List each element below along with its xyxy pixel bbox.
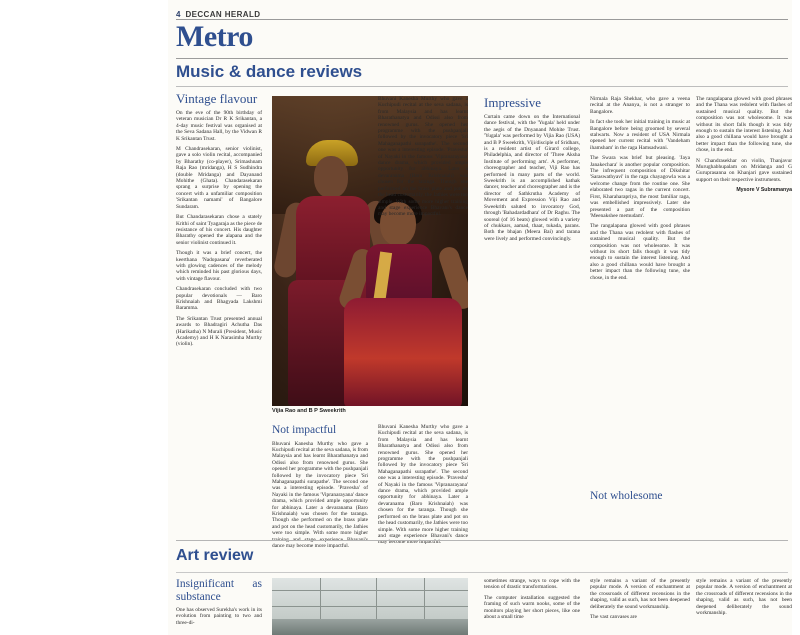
paragraph: The rangalapana glowed with good phrases and the Thana was redolent with flashes of sustained musical quality. But the composition was not wholesome. It was without its short falls though it was tidy enough to sustain the interest listening. And also a good chillana would have brought a better impact than the following tune, she chose, in the end.: [696, 96, 792, 154]
page-number: 4: [176, 10, 181, 19]
section-heading-music-dance: Music & dance reviews: [176, 62, 363, 81]
paragraph: The vast canvases are: [590, 614, 637, 621]
metro-divider: [176, 58, 788, 59]
paragraph: In fact she took her initial training in music at Bangalore before being groomed by several stalwarts. Now a resident of USA Nirmala opened her current recital with 'Vandeham ihamsham' in the raga Hamsadwani.: [590, 119, 690, 151]
scan-margin-right: [792, 0, 800, 635]
headline-not-impactful: Not impactful: [272, 424, 337, 436]
section-heading-art-review: Art review: [176, 547, 254, 564]
article-vintage-flavour: [176, 92, 262, 352]
headline-impressive: Impressive: [484, 95, 542, 110]
dancer-head: [314, 156, 348, 198]
article-impressive: [484, 96, 580, 246]
art-installation-photo: [272, 578, 468, 635]
paragraph: sometimes strange, ways to cope with the tension of drastic transformations.: [484, 578, 580, 591]
paragraph: The Srikantan Trust presented annual awards to Bhadragiri Achutha Das (Harikatha) N Murali (President, Music Academy) and H K Narasimha Murthy (violin).: [176, 315, 262, 348]
scan-margin-left: [0, 0, 168, 635]
article-not-wholesome: [590, 96, 690, 285]
headline-vintage-flavour: Vintage flavour: [176, 91, 258, 106]
photo-caption: Vijia Rao and B P Sweekrith: [272, 408, 346, 414]
paragraph: style remains a variant of the presently popular mode. A version of enchantment at the crossroads of different recensions in the shaping, valid as such, has not been deepened deliberately the sound workmanship.: [696, 578, 792, 617]
paragraph: M Chandrasekaran, senior violinist, gave a solo violin recital, accompanied by Bharathy (co-player), Srimashnam Raja Rao (mridanga), H S Sudhindra (double Mridanga) and Dayanand Mohithe (Ghata). Chandarasekaran sprang a surprise by opening the concert with a unfamiliar composition 'Srikantan namami' of Bangalore Sundaram.: [176, 146, 262, 210]
paragraph: Bhuvani Kanesha Murthy who gave a Kuchipudi recital at the seva sadana, is from Malaysia and has learnt Bharathanatya and Odissi also from renowned gurus. She opened her programme with the pushpanjali followed by the invocatory piece 'Sri Mahaganapathi surapathe'. The second one was a interesting episode. 'Pravesha' of Nayaki in the famous 'Vipranarayana' dance drama, which provided ample opportunity for abhinaya. Later a devaranama (Baro Krishnaiah) was chosen for the taranga. Though she performed on the brass plate and pot on the head customarily, the Jathies were too simple. With some more higher training and stage experience Bhavani's dance may become more impactful.: [378, 424, 468, 546]
headline-block-not-wholesome: [590, 490, 690, 507]
headline-insignificant: Insignificant as substance: [176, 578, 262, 603]
article-byline: Mysore V Subramanya: [736, 187, 792, 194]
dancer-costume-skirt: [344, 298, 462, 406]
paragraph: But Chandarasekaran chose a stately Krithi of saint Tyagaraja as the piece de resistance of his concert. His daughter Bharathy opened the alapana and the senior violinist continued it.: [176, 214, 262, 246]
masthead-rule: [176, 19, 788, 20]
section-metro-title: Metro: [176, 20, 253, 53]
paragraph: style remains a variant of the presently popular mode. A version of enchantment at the crossroads of different recensions in the shaping, valid as such, has not been deepened deliberately the sound workmanship.: [590, 578, 690, 610]
article-not-wholesome-continued: [696, 96, 792, 194]
paragraph: Bhuvani Kanesha Murthy who gave a Kuchipudi recital at the seva sadana, is from Malaysia and has learnt Bharathanatya and Odissi also from renowned gurus. She opened her programme with the pushpanjali followed by the invocatory piece 'Sri Mahaganapathi surapathe'. The second one was a interesting episode. 'Pravesha' of Nayaki in the famous 'Vipranarayana' dance drama, which provided ample opportunity for abhinaya. Later a devaranama (Baro Krishnaiah) was chosen for the taranga. Though she performed on the brass plate and pot on the head customarily, the Jathies were too simple. With some more higher training and stage experience Bhavani's dance may become more impactful.: [378, 96, 468, 218]
publication-name: DECCAN HERALD: [185, 10, 261, 19]
paragraph: Bhuvani Kanesha Murthy who gave a Kuchipudi recital at the seva sadana, is from Malaysia and has learnt Bharathanatya and Odissi also from renowned gurus. She opened her programme with the pushpanjali followed by the invocatory piece 'Sri Mahaganapathi surapathe'. The second one was a interesting episode. 'Pravesha' of Nayaki in the famous 'Vipranarayana' dance drama, which provided ample opportunity for abhinaya. Later a devaranama (Baro Krishnaiah) was chosen for the taranga. Though she performed on the brass plate and pot on the head customarily, the Jathies were too simple. With some more higher training and stage experience Bhavani's dance may become more impactful.: [272, 440, 368, 549]
article-not-impactful-continued: [378, 424, 468, 550]
paragraph: On the eve of the 90th birthday of veteran musician Dr R K Srikantan, a 4-day music festival was organised at the Seva Sadana Hall, by the Vidwan R K Srikantan Trust.: [176, 110, 262, 142]
article-not-impactful: [272, 424, 368, 553]
section-divider-2: [176, 572, 788, 573]
paragraph: The computer installation suggested the framing of such warm nooks, some of the monitors playing her short pieces, like one about a small time: [484, 594, 580, 621]
headline-not-wholesome: Not wholesome: [590, 490, 663, 502]
window-frame-horizontal: [272, 590, 468, 591]
female-dancer-figure: [346, 192, 462, 406]
masthead: [176, 8, 788, 22]
column-continuation-3: [378, 96, 468, 222]
section-divider-top-2: [176, 540, 788, 541]
paragraph: The rangalapana glowed with good phrases and the Thana was redolent with flashes of sustained musical quality. But the composition was not wholesome. It was without its short falls though it was tidy enough to sustain the interest listening. And also a good chillana would have brought a better impact than the following tune, she chose, in the end.: [590, 223, 690, 281]
section-divider-1: [176, 86, 788, 87]
article-insignificant-col4: [696, 578, 792, 620]
paragraph: The Swara was brief but pleasing. 'Jaya Janakechara' is another popular composition. The infrequent composition of Dikshitar 'Saraswathyavi' in the raga chayagowla was a welcome change from the routine one. She elaborated two ragas in the current concert. First, Kharaharapriya, the most familiar raga, was embellished impressively. Later she presented a part of the composition 'Meenakshee memudam'.: [590, 155, 690, 219]
window-frame-horizontal: [272, 606, 468, 607]
article-insignificant-col3: [590, 578, 690, 624]
paragraph: One has observed Surekha's work in its evolution from painting to two and three-di-: [176, 607, 262, 626]
paragraph: Chandrasekaran concluded with two popular devotionals — Baro Krishnaiah and Bhagyada Lakshmi Baramma.: [176, 286, 262, 312]
gallery-floor: [272, 619, 468, 635]
paragraph: N Chandrasekhar on violin, Thanjavur Murughabhupalam on Mridanga and G Guruprasanna on Khanjari gave sustained support on their respective instruments.: [696, 157, 792, 183]
paragraph: Though it was a brief concert, the keerthana 'Nadopasana' reverberated with glowing cadences of the melody which reminded his past glorious days, with vintage flavour.: [176, 250, 262, 282]
article-insignificant: [176, 578, 262, 630]
article-insignificant-col2: [484, 578, 580, 624]
paragraph: Curtain came down on the International dance festival, with the 'Yugala' held under the aegis of the Dnyanand Mohite Trust. 'Yugala' was performed by Vijia Rao (USA) and B P Sweekrith, Viji/disciple of Sridhars, is a resident artist of Girard college, Philadelphia, and director of 'Three Aksha Institute of performing arts'. A performer, choreographer and teacher, Viji Rao has performed in many parts of the world. Sweekrith is an accomplished kathak dancer, teacher and choreographer and is the director of Sathkrutha Academy of Movement and Expression Viji Rao and Sweekrith saluted to invocatory God, through 'Bahadardadhara' of Dr Raghu. The sooreal (of 16 beats) glowed with a variety of chukkars, aamad, thaat, tukada, parans. Both the bhajan (Meera Bai) and tarana were lively and performed convincingly.: [484, 114, 581, 242]
paragraph: Nirmala Raja Shekhar, who gave a veena recital at the Ananya, is not a stranger to Bangalore.: [590, 96, 690, 115]
